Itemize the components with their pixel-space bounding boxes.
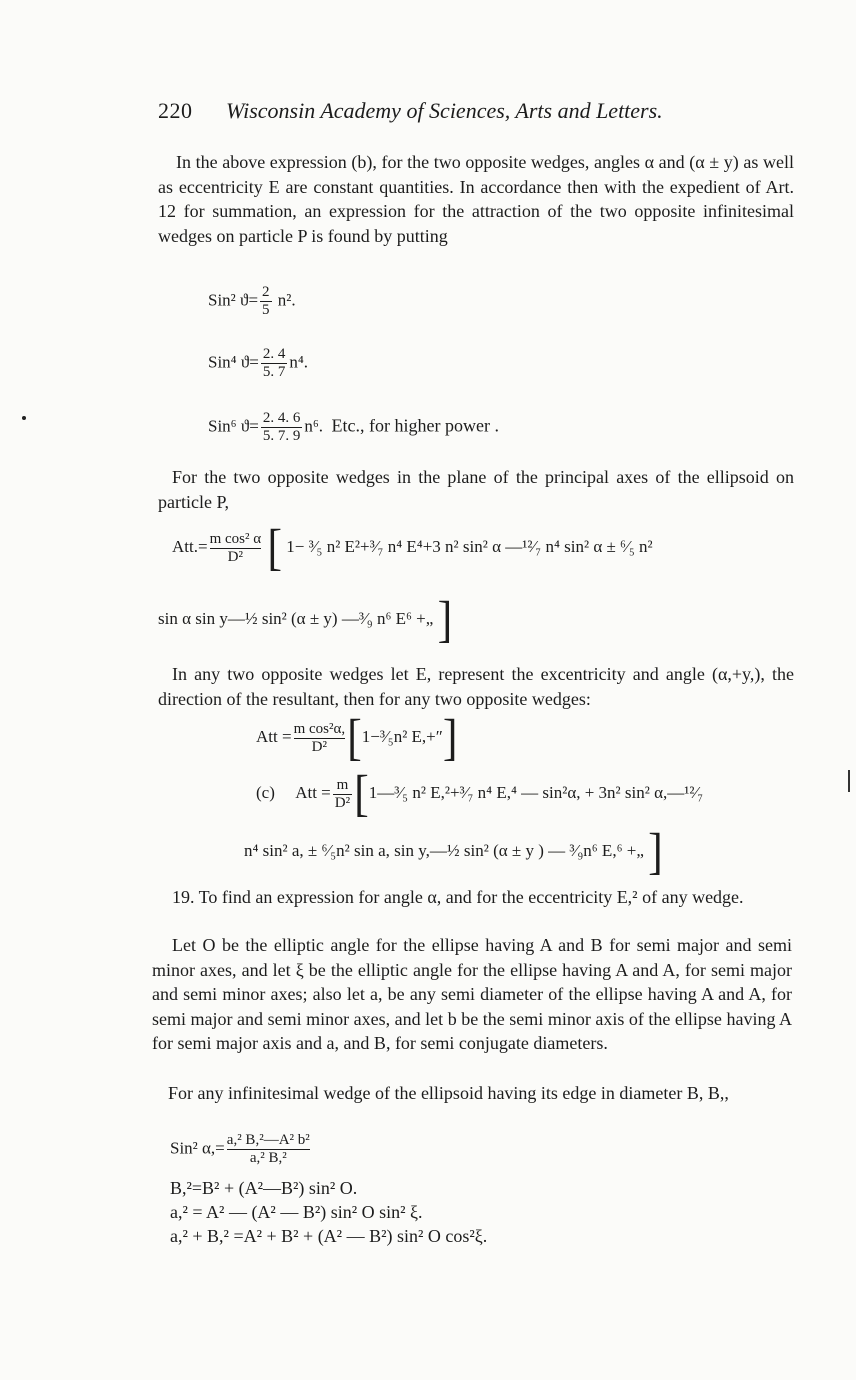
left-bracket: [ [267, 519, 282, 576]
att2-denominator: D² [294, 738, 346, 756]
paragraph-6: For any infinitesimal wedge of the ellipsoid having its edge in diameter B, B,, [168, 1083, 729, 1103]
equation-sin-alpha [170, 1132, 312, 1167]
equation-a-squared: a,² = A² — (A² — B²) sin² O sin² ξ. [170, 1202, 423, 1222]
right-bracket: ] [648, 823, 663, 880]
equation-sin2 [208, 284, 296, 319]
equation-sin4 [208, 346, 308, 381]
attc-continuation: n⁴ sin² a, ± ⁶⁄₅n² sin a, sin y,—½ sin² (α ± y ) — ³⁄₉n⁶ E,⁶ +„ [244, 840, 644, 860]
att1-fraction [210, 531, 262, 566]
sin2-numerator: 2 [262, 284, 270, 300]
sin4-denominator: 5. 7 [262, 364, 286, 380]
sin6-fraction [261, 410, 303, 445]
sin-alpha-numerator: a,² B,²—A² b² [226, 1132, 310, 1148]
att1-body: 1− ³⁄₅ n² E²+³⁄₇ n⁴ E⁴+3 n² sin² α —¹²⁄₇ n⁴ sin² α ± ⁶⁄₅ n² [286, 536, 653, 556]
attc-numerator: m [336, 776, 349, 793]
sin6-denominator: 5. 7. 9 [262, 428, 301, 444]
sin6-note: Etc., for higher power . [331, 415, 499, 436]
margin-dot [22, 416, 26, 420]
sin6-rhs: n⁶. [304, 416, 324, 436]
attc-lhs: Att = [295, 782, 331, 802]
att2-numerator: m cos²α, [293, 720, 346, 737]
att2-lhs: Att = [256, 726, 292, 746]
right-bracket: ] [437, 591, 453, 648]
equation-att-1 [172, 519, 653, 576]
right-bracket: ] [442, 709, 458, 766]
left-bracket: [ [347, 709, 362, 766]
equation-c [256, 765, 704, 822]
equation-att-1-continued [158, 591, 453, 648]
sin6-numerator: 2. 4. 6 [262, 410, 301, 426]
paragraph-3: In any two opposite wedges let E, represent the excentricity and angle (α,+y,), the direction of the resultant, then for any two opposite wedges: [158, 664, 794, 709]
margin-mark [848, 770, 850, 792]
sin2-fraction [260, 284, 272, 319]
att1-lhs: Att.= [172, 536, 208, 556]
equation-label-c: (c) [256, 782, 275, 802]
equation-b-squared: B,²=B² + (A²—B²) sin² O. [170, 1178, 358, 1198]
paragraph-4: 19. To find an expression for angle α, and for the eccentricity E,² of any wedge. [172, 887, 744, 907]
equation-c-continued [244, 823, 663, 880]
sin4-lhs: Sin⁴ ϑ= [208, 352, 259, 372]
sin2-denominator: 5 [262, 302, 270, 318]
paragraph-5: Let O be the elliptic angle for the ellipse having A and B for semi major and semi minor axes, and let ξ be the elliptic angle for the ellipse having A and A, for semi major and semi minor axes; also let a, be any semi diameter of the ellipse having A and A, for semi major and semi minor axes, and let b be the semi minor axis of the ellipse having A for semi major axis and a, and B, for semi conjugate diameters. [152, 935, 792, 1054]
att2-fraction [294, 721, 346, 756]
sin-alpha-denominator: a,² B,² [227, 1149, 310, 1167]
paragraph-1: In the above expression (b), for the two opposite wedges, angles α and (α ± y) as well as eccentricity E are constant quantities. In accordance then with the expedient of Art. 12 for summation, an expression for the attraction of the two opposite infinitesimal wedges on particle P is found by putting [158, 152, 794, 246]
sin-alpha-lhs: Sin² α,= [170, 1138, 225, 1158]
sin2-rhs: n². [277, 290, 296, 310]
sin4-fraction [261, 346, 288, 381]
sin6-lhs: Sin⁶ ϑ= [208, 416, 259, 436]
left-bracket: [ [354, 765, 369, 822]
sin2-lhs: Sin² ϑ= [208, 290, 259, 310]
equation-sum: a,² + B,² =A² + B² + (A² — B²) sin² O cos²ξ. [170, 1226, 488, 1246]
att1-numerator: m cos² α [209, 530, 262, 547]
paragraph-2: For the two opposite wedges in the plane of the principal axes of the ellipsoid on particle P, [158, 467, 794, 512]
equation-sin6 [208, 410, 499, 445]
page-number: 220 [158, 98, 193, 123]
sin4-numerator: 2. 4 [262, 346, 286, 362]
att1-continuation: sin α sin y—½ sin² (α ± y) —³⁄₉ n⁶ E⁶ +„ [158, 608, 434, 628]
attc-body: 1—³⁄₅ n² E,²+³⁄₇ n⁴ E,⁴ — sin²α, + 3n² sin² α,—¹²⁄₇ [368, 782, 704, 802]
sin4-rhs: n⁴. [289, 352, 309, 372]
attc-fraction [333, 777, 352, 812]
att2-body: 1−³⁄₅n² E,+″ [361, 726, 443, 746]
sin-alpha-fraction [227, 1132, 310, 1167]
journal-title: Wisconsin Academy of Sciences, Arts and Letters. [226, 98, 663, 123]
att1-denominator: D² [210, 548, 262, 566]
attc-denominator: D² [334, 794, 351, 811]
running-header [158, 98, 663, 124]
equation-att-2 [256, 709, 458, 766]
